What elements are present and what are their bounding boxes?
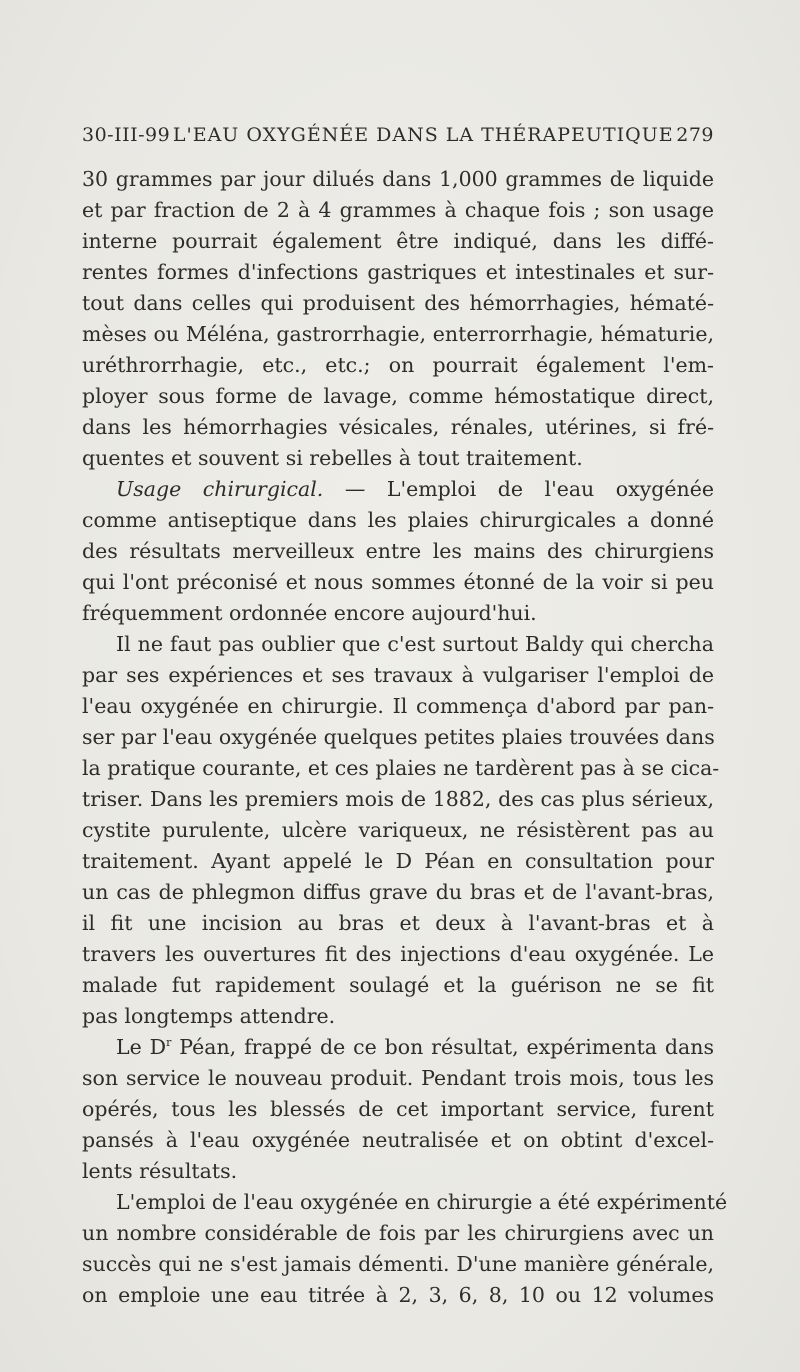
text-line: traitement. Ayant appelé le D Péan en consultation pour	[82, 849, 714, 873]
text-line: Il ne faut pas oublier que c'est surtout Baldy qui chercha	[116, 632, 714, 656]
text-line: un cas de phlegmon diffus grave du bras et de l'avant-bras,	[82, 880, 714, 904]
text-line: des résultats merveilleux entre les mains des chirurgiens	[82, 539, 714, 563]
text-line: la pratique courante, et ces plaies ne tardèrent pas à se cica-	[82, 756, 720, 780]
text-line: malade fut rapidement soulagé et la guérison ne se fit	[82, 973, 714, 997]
section-heading: Usage chirurgical.	[116, 477, 324, 501]
text-line: lents résultats.	[82, 1159, 238, 1183]
text-line: Usage chirurgical. — L'emploi de l'eau oxygénée	[116, 477, 714, 501]
text-line: son service le nouveau produit. Pendant trois mois, tous les	[82, 1066, 714, 1090]
text-line: tout dans celles qui produisent des hémorrhagies, hématé-	[82, 291, 714, 315]
text-line: 30 grammes par jour dilués dans 1,000 grammes de liquide	[82, 167, 714, 191]
text-line: pas longtemps attendre.	[82, 1004, 336, 1028]
text-line: un nombre considérable de fois par les chirurgiens avec un	[82, 1221, 714, 1245]
text-line: uréthrorrhagie, etc., etc.; on pourrait également l'em-	[82, 353, 714, 377]
text-line: travers les ouvertures fit des injections d'eau oxygénée. Le	[82, 942, 714, 966]
text-line: fréquemment ordonnée encore aujourd'hui.	[82, 601, 537, 625]
text-line: opérés, tous les blessés de cet important service, furent	[82, 1097, 714, 1121]
text-line: interne pourrait également être indiqué, dans les diffé-	[82, 229, 714, 253]
text-line: succès qui ne s'est jamais démenti. D'une manière générale,	[82, 1252, 714, 1276]
text-line: Le $D^r$ Péan, frappé de ce bon résultat, expérimenta dans	[116, 1035, 714, 1059]
text-line: l'eau oxygénée en chirurgie. Il commença d'abord par pan-	[82, 694, 714, 718]
text-line: triser. Dans les premiers mois de 1882, des cas plus sérieux,	[82, 787, 714, 811]
text-line: quentes et souvent si rebelles à tout traitement.	[82, 446, 583, 470]
text-line: par ses expériences et ses travaux à vulgariser l'emploi de	[82, 663, 714, 687]
running-header	[82, 124, 714, 146]
text-line: on emploie une eau titrée à 2, 3, 6, 8, 10 ou 12 volumes	[82, 1283, 714, 1307]
text-line: rentes formes d'infections gastriques et intestinales et sur-	[82, 260, 714, 284]
header-date: 30-III-99	[82, 124, 171, 146]
text-line: L'emploi de l'eau oxygénée en chirurgie a été expérimenté	[116, 1190, 728, 1214]
text-line: et par fraction de 2 à 4 grammes à chaque fois ; son usage	[82, 198, 714, 222]
text-line: cystite purulente, ulcère variqueux, ne résistèrent pas au	[82, 818, 714, 842]
header-title: L'EAU OXYGÉNÉE DANS LA THÉRAPEUTIQUE	[172, 124, 674, 146]
page-number: 279	[676, 124, 714, 146]
superscript: r	[166, 1036, 172, 1049]
text-line: ployer sous forme de lavage, comme hémostatique direct,	[82, 384, 714, 408]
text-line: qui l'ont préconisé et nous sommes étonné de la voir si peu	[82, 570, 714, 594]
text-line: comme antiseptique dans les plaies chirurgicales a donné	[82, 508, 714, 532]
text-line: mèses ou Méléna, gastrorrhagie, enterrorrhagie, hématurie,	[82, 322, 714, 346]
text-line: dans les hémorrhagies vésicales, rénales, utérines, si fré-	[82, 415, 714, 439]
text-line: il fit une incision au bras et deux à l'avant-bras et à	[82, 911, 714, 935]
body-text	[82, 164, 728, 1311]
text-line: ser par l'eau oxygénée quelques petites plaies trouvées dans	[82, 725, 715, 749]
text-line: pansés à l'eau oxygénée neutralisée et on obtint d'excel-	[82, 1128, 714, 1152]
